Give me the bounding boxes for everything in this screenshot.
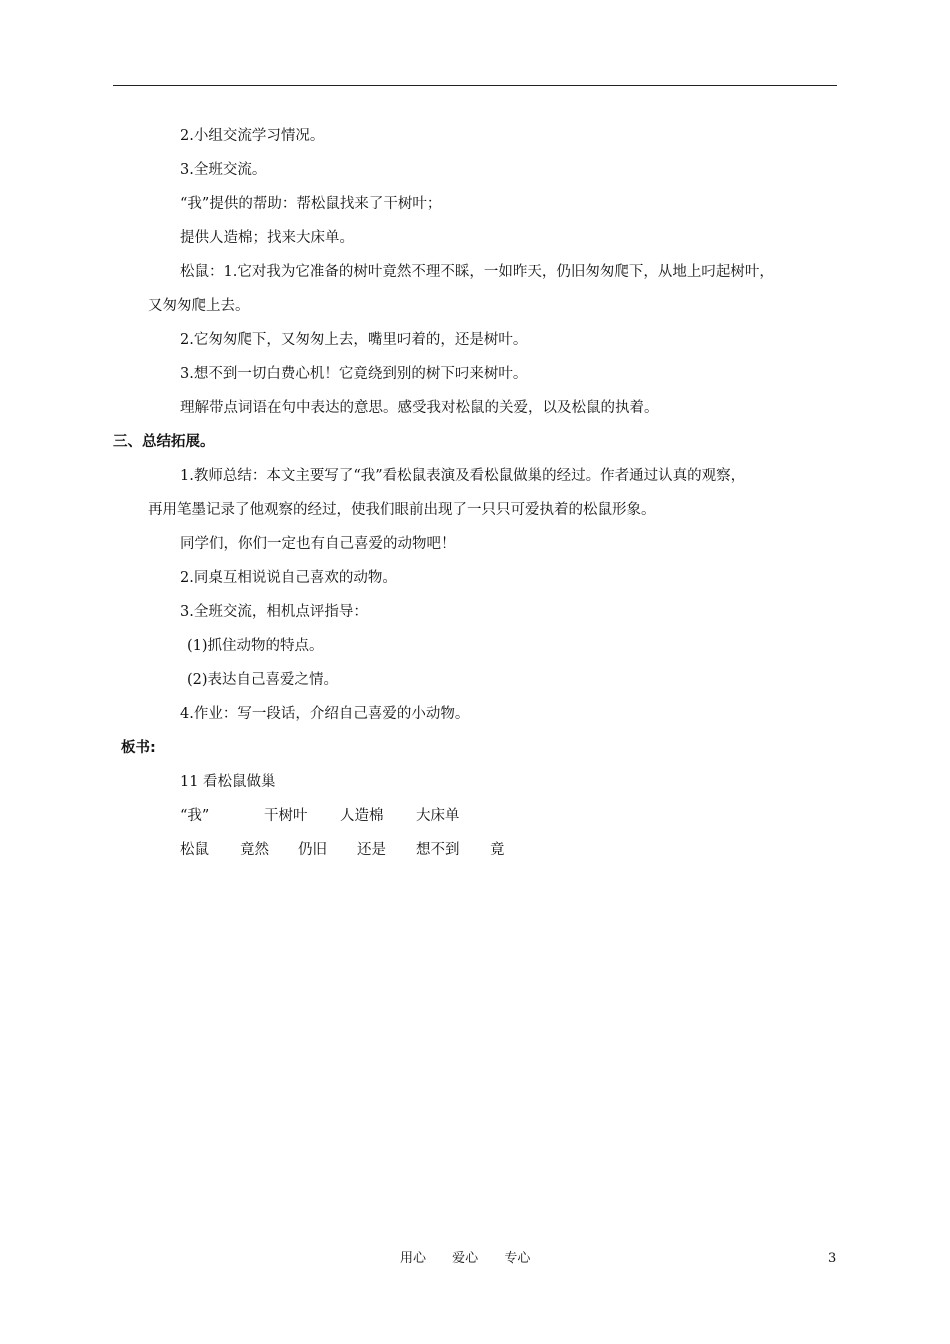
board-word: “我” (180, 808, 210, 824)
paragraph: 松鼠：1.它对我为它准备的树叶竟然不理不睬，一如昨天，仍旧匆匆爬下，从地上叼起树叶， (180, 264, 774, 280)
footer-motto-word: 爱心 (452, 1251, 479, 1266)
paragraph: 2.同桌互相说说自己喜欢的动物。 (180, 570, 397, 586)
paragraph: “我”提供的帮助：帮松鼠找来了干树叶； (180, 196, 442, 212)
paragraph: 理解带点词语在句中表达的意思。感受我对松鼠的关爱，以及松鼠的执着。 (180, 400, 659, 416)
header-rule (113, 85, 837, 86)
paragraph: 3.全班交流，相机点评指导： (180, 604, 368, 620)
list-item: (1)抓住动物的特点。 (187, 638, 324, 654)
board-row-2 (0, 833, 950, 867)
board-word: 还是 (357, 842, 386, 858)
paragraph: 3.想不到一切白费心机！它竟绕到别的树下叼来树叶。 (180, 366, 528, 382)
paragraph: 提供人造棉；找来大床单。 (180, 230, 354, 246)
board-row-1 (0, 799, 950, 833)
board-word: 竟 (490, 842, 505, 858)
page-footer (0, 1247, 950, 1271)
board-word: 松鼠 (180, 842, 209, 858)
board-word: 想不到 (416, 842, 460, 858)
board-word: 仍旧 (298, 842, 327, 858)
board-word: 竟然 (240, 842, 269, 858)
paragraph-continuation: 再用笔墨记录了他观察的经过，使我们眼前出现了一只只可爱执着的松鼠形象。 (148, 502, 656, 518)
board-word: 人造棉 (340, 808, 384, 824)
paragraph: 1.教师总结：本文主要写了“我”看松鼠表演及看松鼠做巢的经过。作者通过认真的观察， (180, 468, 746, 484)
footer-motto-word: 专心 (504, 1251, 531, 1266)
paragraph: 2.它匆匆爬下，又匆匆上去，嘴里叼着的，还是树叶。 (180, 332, 528, 348)
paragraph: 同学们，你们一定也有自己喜爱的动物吧！ (180, 536, 456, 552)
document-body (0, 119, 950, 867)
footer-motto (400, 1247, 552, 1271)
section-heading: 三、总结拓展。 (113, 434, 215, 450)
list-item: (2)表达自己喜爱之情。 (187, 672, 339, 688)
paragraph: 2.小组交流学习情况。 (180, 128, 325, 144)
footer-motto-word: 用心 (400, 1251, 427, 1266)
paragraph-continuation: 又匆匆爬上去。 (148, 298, 250, 314)
board-title: 11 看松鼠做巢 (180, 774, 276, 790)
paragraph: 4.作业：写一段话，介绍自己喜爱的小动物。 (180, 706, 470, 722)
paragraph: 3.全班交流。 (180, 162, 267, 178)
board-word: 大床单 (416, 808, 460, 824)
board-heading: 板书: (121, 740, 156, 756)
board-word: 干树叶 (264, 808, 308, 824)
page-number: 3 (828, 1251, 837, 1266)
